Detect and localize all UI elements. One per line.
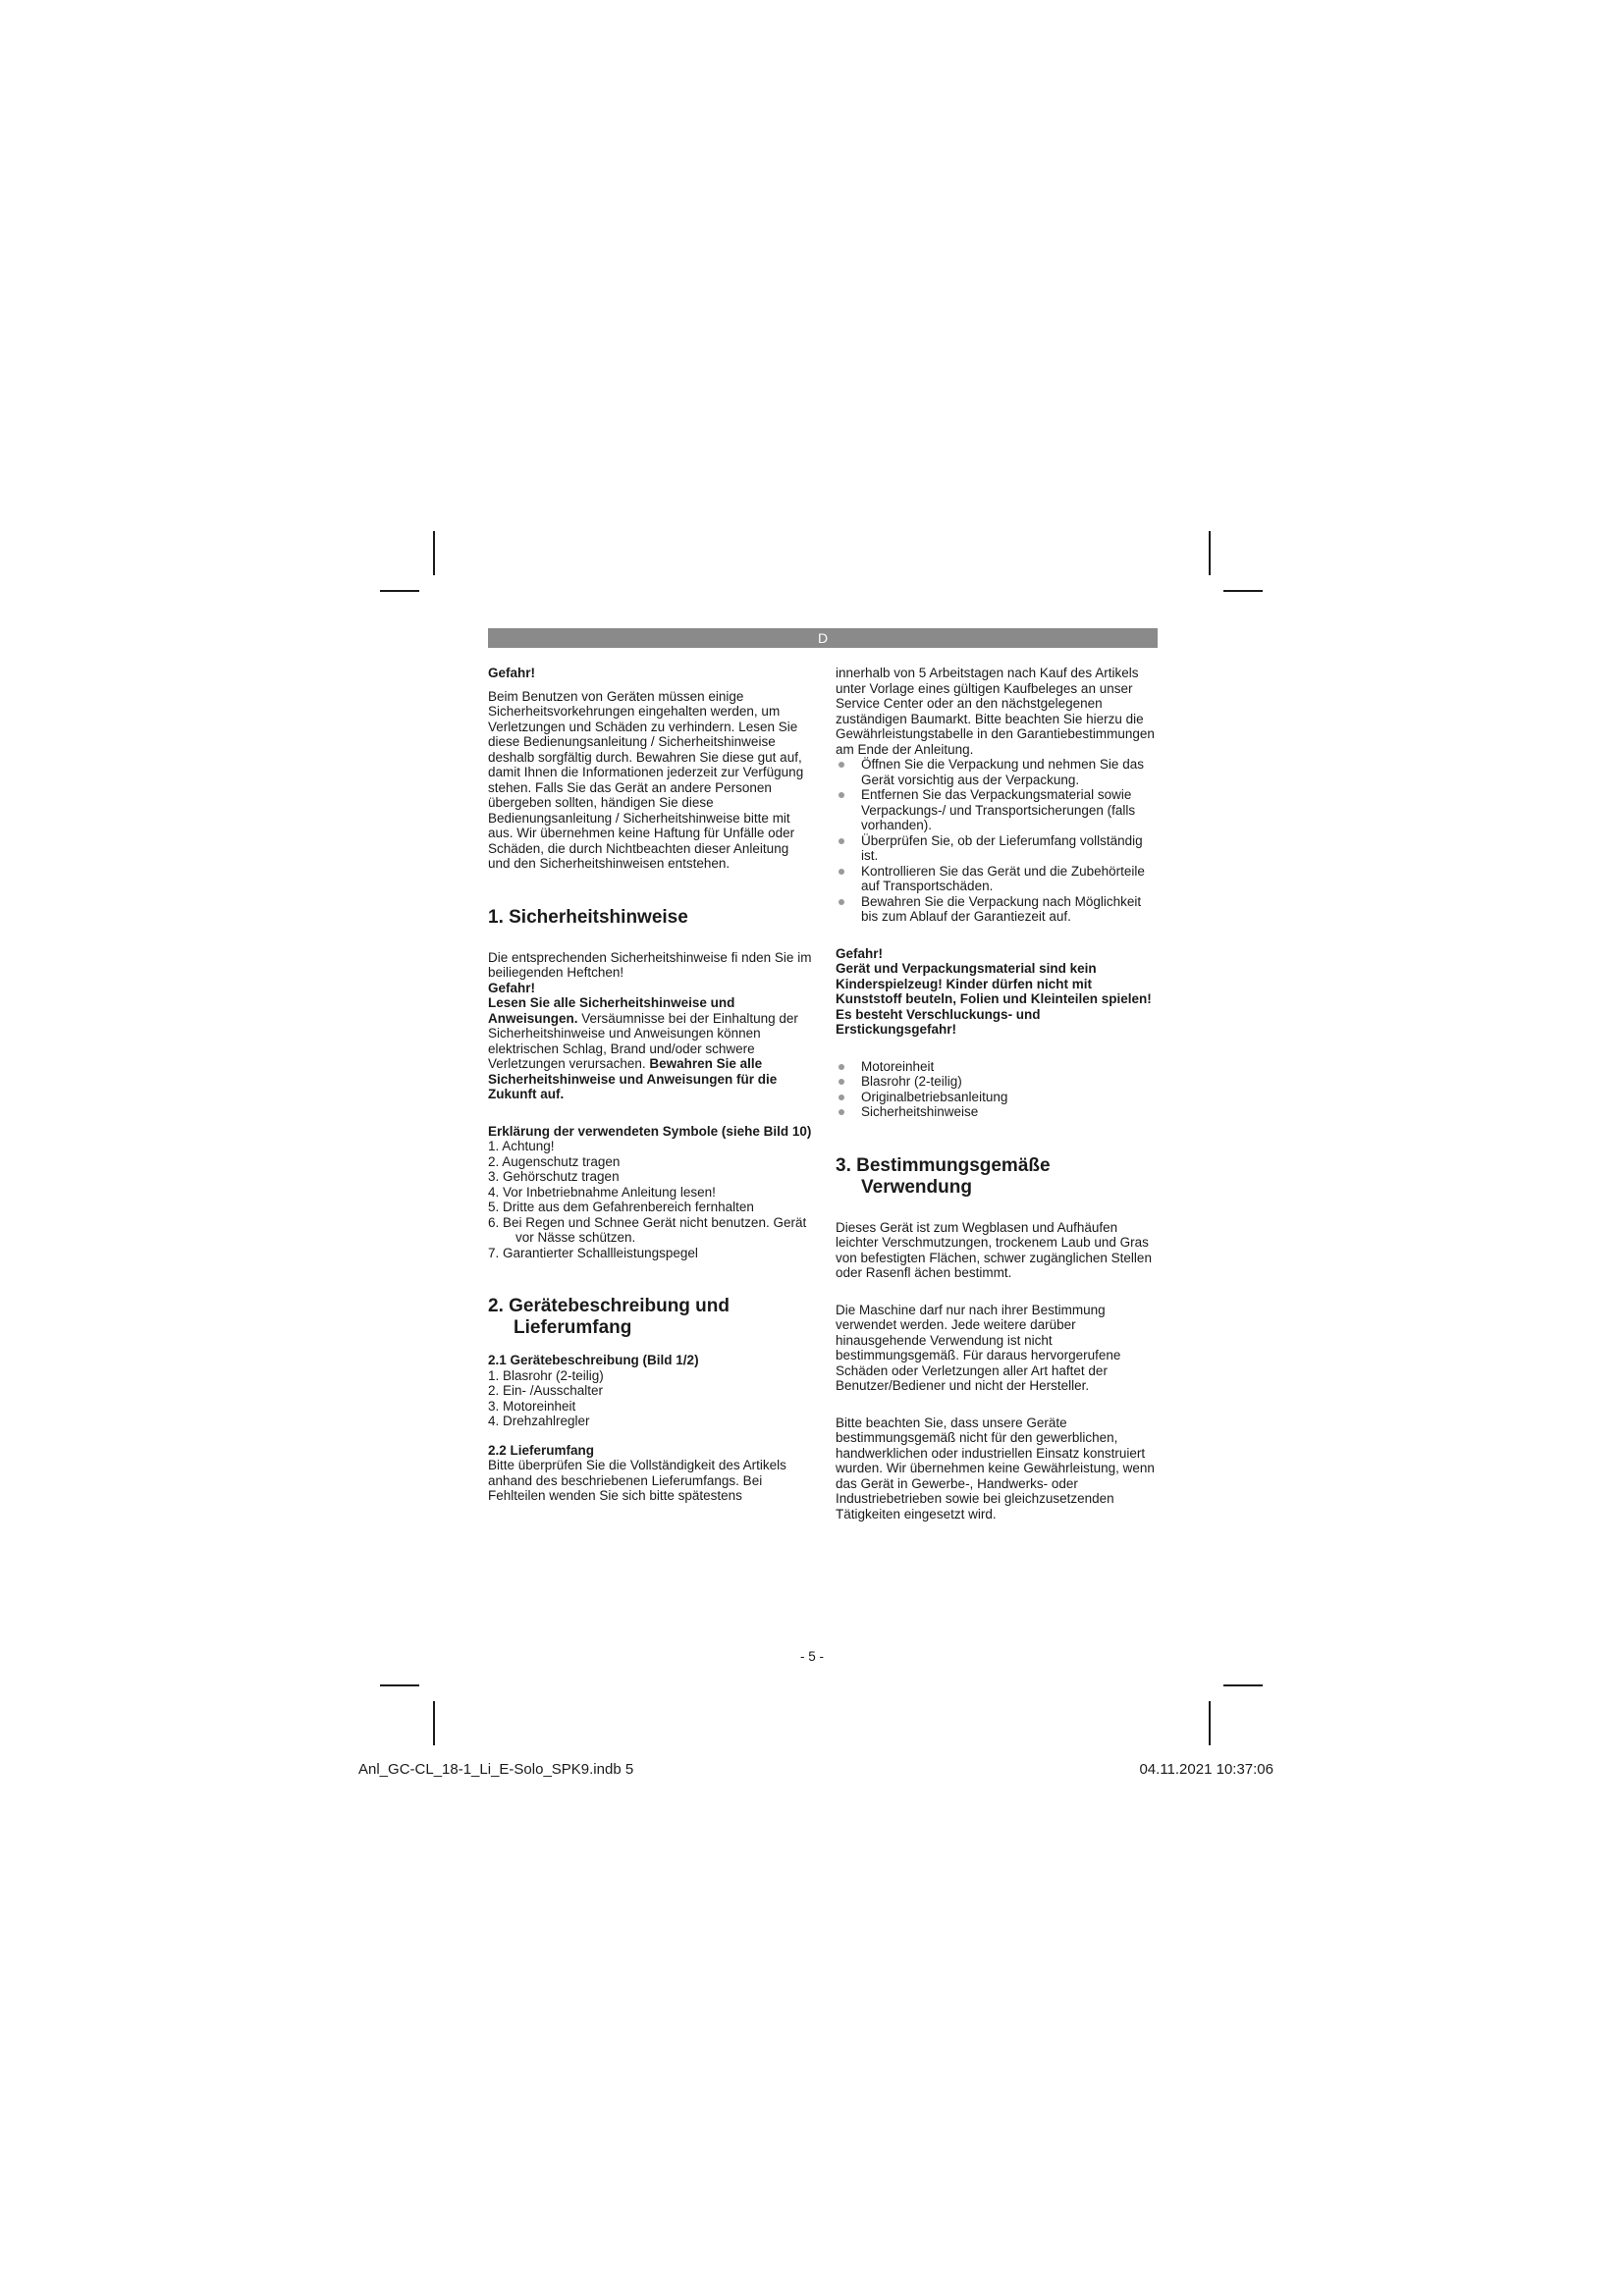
- danger-paragraph: Beim Benutzen von Geräten müssen einige Sicherheitsvorkehrungen eingehalten werden, um Verletzungen und Schäden zu verhindern. Lesen Sie diese Bedienungsanleitung / Sicherheitshinweise deshalb sorgfältig durch. Bewahren Sie diese gut auf, damit Ihnen die Informationen jederzeit zur Verfügung stehen. Falls Sie das Gerät an andere Personen übergeben sollten, händigen Sie diese Bedienungsanleitung / Sicherheitshinweise bitte mit aus. Wir übernehmen keine Haftung für Unfälle oder Schäden, die durch Nichtbeachten dieser Anleitung und den Sicherheitshinweisen entstehen.: [488, 688, 804, 871]
- crop-mark: [433, 1701, 435, 1745]
- list-item: [836, 1090, 1162, 1105]
- list-item: 5. Dritte aus dem Gefahrenbereich fernhalten: [488, 1200, 754, 1214]
- crop-mark: [433, 531, 435, 575]
- bullet-icon: [839, 1095, 844, 1100]
- symbols-list: [488, 1139, 814, 1260]
- safety-danger-label: Gefahr!: [488, 980, 536, 995]
- list-item: 2. Augenschutz tragen: [488, 1153, 621, 1169]
- warning-paragraph: Gerät und Verpackungsmaterial sind kein Kinderspielzeug! Kinder dürfen nicht mit Kunststoff beuteln, Folien und Kleinteilen spielen! Es besteht Verschluckungs- und Erstickungsgefahr!: [836, 961, 1152, 1037]
- left-column: [488, 666, 814, 1504]
- list-item-text: Blasrohr (2-teilig): [861, 1074, 962, 1089]
- crop-mark: [1209, 1701, 1211, 1745]
- section-3-heading: 3. Bestimmungsgemäße Verwendung: [836, 1154, 1051, 1198]
- bullet-icon: [839, 1064, 844, 1070]
- language-bar: D: [488, 628, 1158, 648]
- bullet-icon: [839, 899, 844, 905]
- list-item: [836, 894, 1162, 925]
- safety-intro: Die entsprechenden Sicherheitshinweise fi nden Sie im beiliegenden Heftchen!: [488, 949, 812, 980]
- list-item: 3. Gehörschutz tragen: [488, 1169, 620, 1184]
- list-item: [836, 1074, 1162, 1090]
- crop-mark: [1223, 590, 1263, 592]
- intended-use-paragraph-1: Dieses Gerät ist zum Wegblasen und Aufhäufen leichter Verschmutzungen, trockenem Laub und Gras von befestigten Flächen, schwer zugänglichen Stellen oder Rasenfl ächen bestimmt.: [836, 1219, 1152, 1280]
- list-item: 4. Vor Inbetriebnahme Anleitung lesen!: [488, 1184, 716, 1200]
- crop-mark: [380, 1684, 419, 1686]
- continuation-paragraph: innerhalb von 5 Arbeitstagen nach Kauf des Artikels unter Vorlage eines gültigen Kaufbeleges an unser Service Center oder an den nächstgelegenen zuständigen Baumarkt. Bitte beachten Sie hierzu die Gewährleistungstabelle in den Garantiebestimmungen am Ende der Anleitung.: [836, 666, 1155, 757]
- safety-bold-1: Lesen Sie alle Sicherheitshinweise und Anweisungen.: [488, 995, 735, 1026]
- list-item: 1. Blasrohr (2-teilig): [488, 1367, 604, 1383]
- symbols-heading: Erklärung der verwendeten Symbole (siehe Bild 10): [488, 1123, 812, 1139]
- crop-mark: [1223, 1684, 1263, 1686]
- section-2-2-heading: 2.2 Lieferumfang: [488, 1442, 595, 1458]
- list-item-text: Motoreinheit: [861, 1058, 935, 1074]
- safety-bold-2: Bewahren Sie alle Sicherheitshinweise und Anweisungen für die Zukunft auf.: [488, 1056, 778, 1101]
- bullet-icon: [839, 869, 844, 875]
- intended-use-paragraph-2: Die Maschine darf nur nach ihrer Bestimmung verwendet werden. Jede weitere darüber hinausgehende Verwendung ist nicht bestimmungsgemäß. Für daraus hervorgerufene Schäden oder Verletzungen aller Art haftet der Benutzer/Bediener und nicht der Hersteller.: [836, 1302, 1121, 1393]
- danger-title: Gefahr!: [488, 666, 536, 680]
- list-item: 6. Bei Regen und Schnee Gerät nicht benutzen. Gerät vor Nässe schützen.: [488, 1214, 807, 1245]
- footer-datetime: 04.11.2021 10:37:06: [1139, 1761, 1273, 1778]
- list-item-text: Entfernen Sie das Verpackungsmaterial sowie Verpackungs-/ und Transportsicherungen (falls vorhanden).: [861, 787, 1136, 832]
- list-item: [836, 1104, 1162, 1120]
- list-item: [836, 787, 1162, 833]
- list-item-text: Originalbetriebsanleitung: [861, 1089, 1008, 1104]
- list-item-text: Überprüfen Sie, ob der Lieferumfang vollständig ist.: [861, 832, 1143, 863]
- section-1-heading: 1. Sicherheitshinweise: [488, 906, 688, 928]
- list-item-text: Öffnen Sie die Verpackung und nehmen Sie das Gerät vorsichtig aus der Verpackung.: [861, 757, 1144, 787]
- bullet-icon: [839, 1109, 844, 1115]
- list-item: [836, 757, 1162, 787]
- list-item-text: Bewahren Sie die Verpackung nach Möglichkeit bis zum Ablauf der Garantiezeit auf.: [861, 893, 1142, 924]
- intended-use-paragraph-3: Bitte beachten Sie, dass unsere Geräte bestimmungsgemäß nicht für den gewerblichen, handwerklichen oder industriellen Einsatz konstruiert wurden. Wir übernehmen keine Gewährleistung, wenn das Gerät in Gewerbe-, Handwerks- oder Industriebetrieben sowie bei gleichzusetzenden Tätigkeiten eingesetzt wird.: [836, 1415, 1155, 1522]
- section-2-1-heading: 2.1 Gerätebeschreibung (Bild 1/2): [488, 1353, 699, 1367]
- delivery-paragraph: Bitte überprüfen Sie die Vollständigkeit des Artikels anhand des beschriebenen Lieferumfangs. Bei Fehlteilen wenden Sie sich bitte spätestens: [488, 1458, 786, 1503]
- bullet-icon: [839, 792, 844, 798]
- page-number: - 5 -: [799, 1649, 824, 1664]
- safety-warning-paragraph: [488, 995, 814, 1102]
- list-item: [836, 1059, 1162, 1075]
- warning-title: Gefahr!: [836, 945, 884, 961]
- list-item: 7. Garantierter Schallleistungspegel: [488, 1245, 698, 1260]
- list-item: 3. Motoreinheit: [488, 1398, 576, 1414]
- crop-mark: [1209, 531, 1211, 575]
- unpacking-list: [836, 757, 1162, 925]
- section-2-heading: 2. Gerätebeschreibung und Lieferumfang: [488, 1296, 730, 1338]
- device-parts-list: [488, 1368, 814, 1429]
- contents-list: [836, 1059, 1162, 1120]
- list-item: [836, 833, 1162, 864]
- crop-mark: [380, 590, 419, 592]
- list-item-text: Sicherheitshinweise: [861, 1104, 979, 1119]
- bullet-icon: [839, 838, 844, 844]
- list-item: 1. Achtung!: [488, 1139, 555, 1153]
- bullet-icon: [839, 762, 844, 768]
- list-item-text: Kontrollieren Sie das Gerät und die Zubehörteile auf Transportschäden.: [861, 863, 1145, 893]
- safety-normal: Versäumnisse bei der Einhaltung der Sicherheitshinweise und Anweisungen können elektrischen Schlag, Brand und/oder schwere Verletzungen verursachen.: [488, 1010, 798, 1071]
- list-item: 4. Drehzahlregler: [488, 1414, 590, 1428]
- bullet-icon: [839, 1079, 844, 1085]
- list-item: 2. Ein- /Ausschalter: [488, 1383, 604, 1398]
- list-item: [836, 864, 1162, 894]
- right-column: [836, 666, 1162, 1522]
- footer-filename: Anl_GC-CL_18-1_Li_E-Solo_SPK9.indb 5: [358, 1761, 634, 1778]
